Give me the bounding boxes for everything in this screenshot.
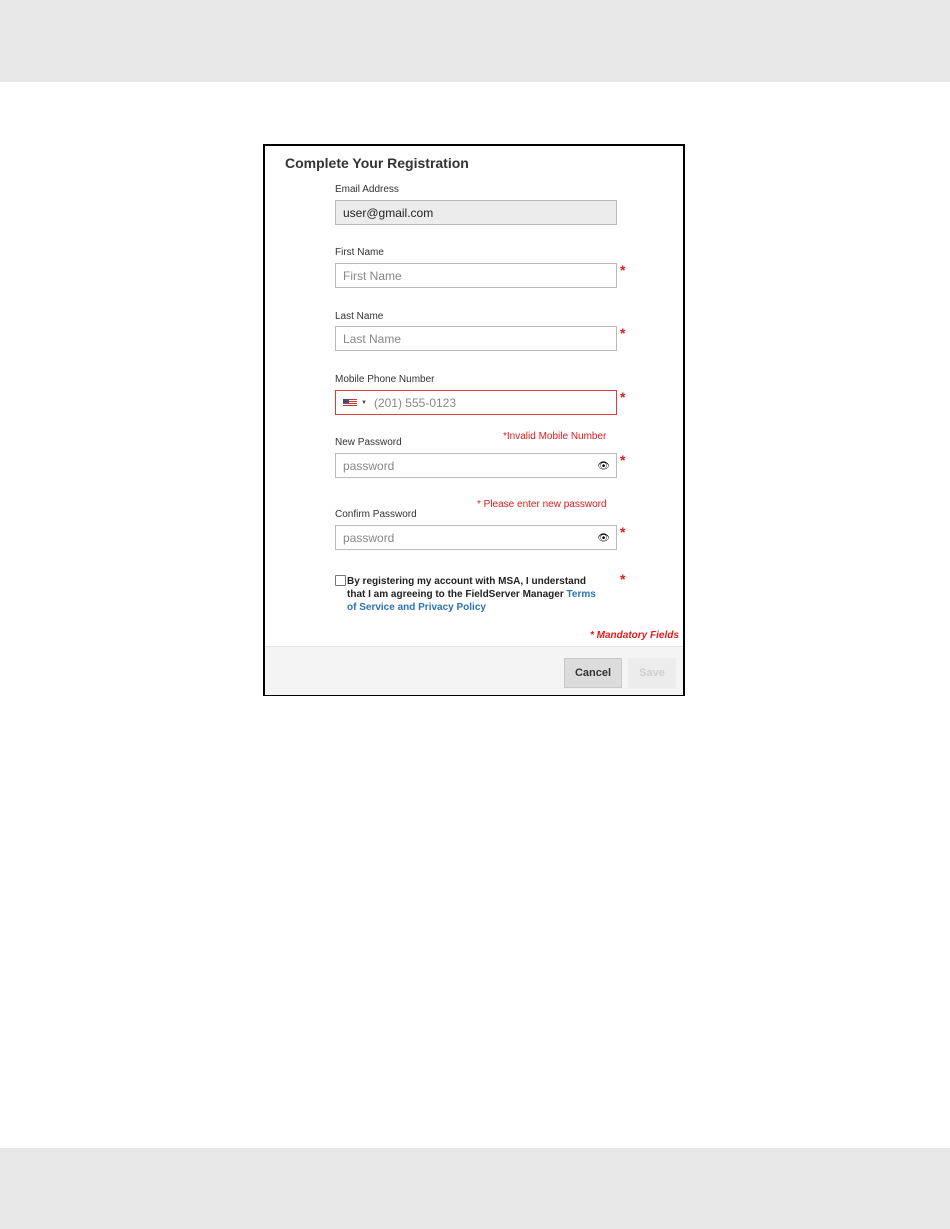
agreement-checkbox[interactable] (335, 575, 346, 586)
phone-required-marker: * (620, 389, 626, 405)
us-flag-icon[interactable] (343, 399, 357, 407)
first-name-input[interactable] (335, 263, 617, 288)
first-name-required-marker: * (620, 262, 626, 278)
last-name-placeholder: Last Name (343, 331, 402, 346)
confirm-password-required-marker: * (620, 524, 626, 540)
save-button[interactable]: Save (628, 658, 676, 688)
agreement-text-body: By registering my account with MSA, I understand that I am agreeing to the FieldServer Manager (347, 576, 586, 600)
terms-link[interactable]: Terms of Service and Privacy Policy (347, 589, 596, 613)
new-password-label: New Password (335, 437, 402, 448)
email-label: Email Address (335, 184, 399, 195)
phone-input[interactable] (335, 390, 617, 415)
first-name-placeholder: First Name (343, 268, 402, 283)
last-name-label: Last Name (335, 311, 384, 322)
last-name-input[interactable] (335, 326, 617, 351)
first-name-label: First Name (335, 247, 384, 258)
phone-label: Mobile Phone Number (335, 374, 435, 385)
phone-placeholder: (201) 555-0123 (373, 395, 457, 410)
email-value: user@gmail.com (343, 205, 434, 220)
chevron-down-icon[interactable]: ▼ (361, 399, 367, 406)
mandatory-fields-note: * Mandatory Fields (590, 630, 679, 641)
new-password-placeholder: password (343, 458, 395, 473)
show-confirm-password-icon[interactable]: 👁 (597, 533, 610, 544)
dialog-title: Complete Your Registration (285, 155, 469, 171)
agreement-required-marker: * (620, 571, 626, 587)
registration-dialog (263, 144, 685, 696)
show-password-icon[interactable]: 👁 (597, 461, 610, 472)
new-password-error: * Please enter new password (477, 499, 607, 510)
new-password-required-marker: * (620, 452, 626, 468)
confirm-password-input[interactable] (335, 525, 617, 550)
email-field[interactable] (335, 200, 617, 225)
confirm-password-placeholder: password (343, 530, 395, 545)
last-name-required-marker: * (620, 325, 626, 341)
bottom-band (0, 1148, 950, 1229)
top-band (0, 0, 950, 82)
cancel-button[interactable]: Cancel (564, 658, 622, 688)
new-password-input[interactable] (335, 453, 617, 478)
dialog-footer (265, 646, 683, 695)
agreement-text (347, 575, 602, 614)
phone-error: *Invalid Mobile Number (503, 431, 607, 442)
confirm-password-label: Confirm Password (335, 509, 417, 520)
